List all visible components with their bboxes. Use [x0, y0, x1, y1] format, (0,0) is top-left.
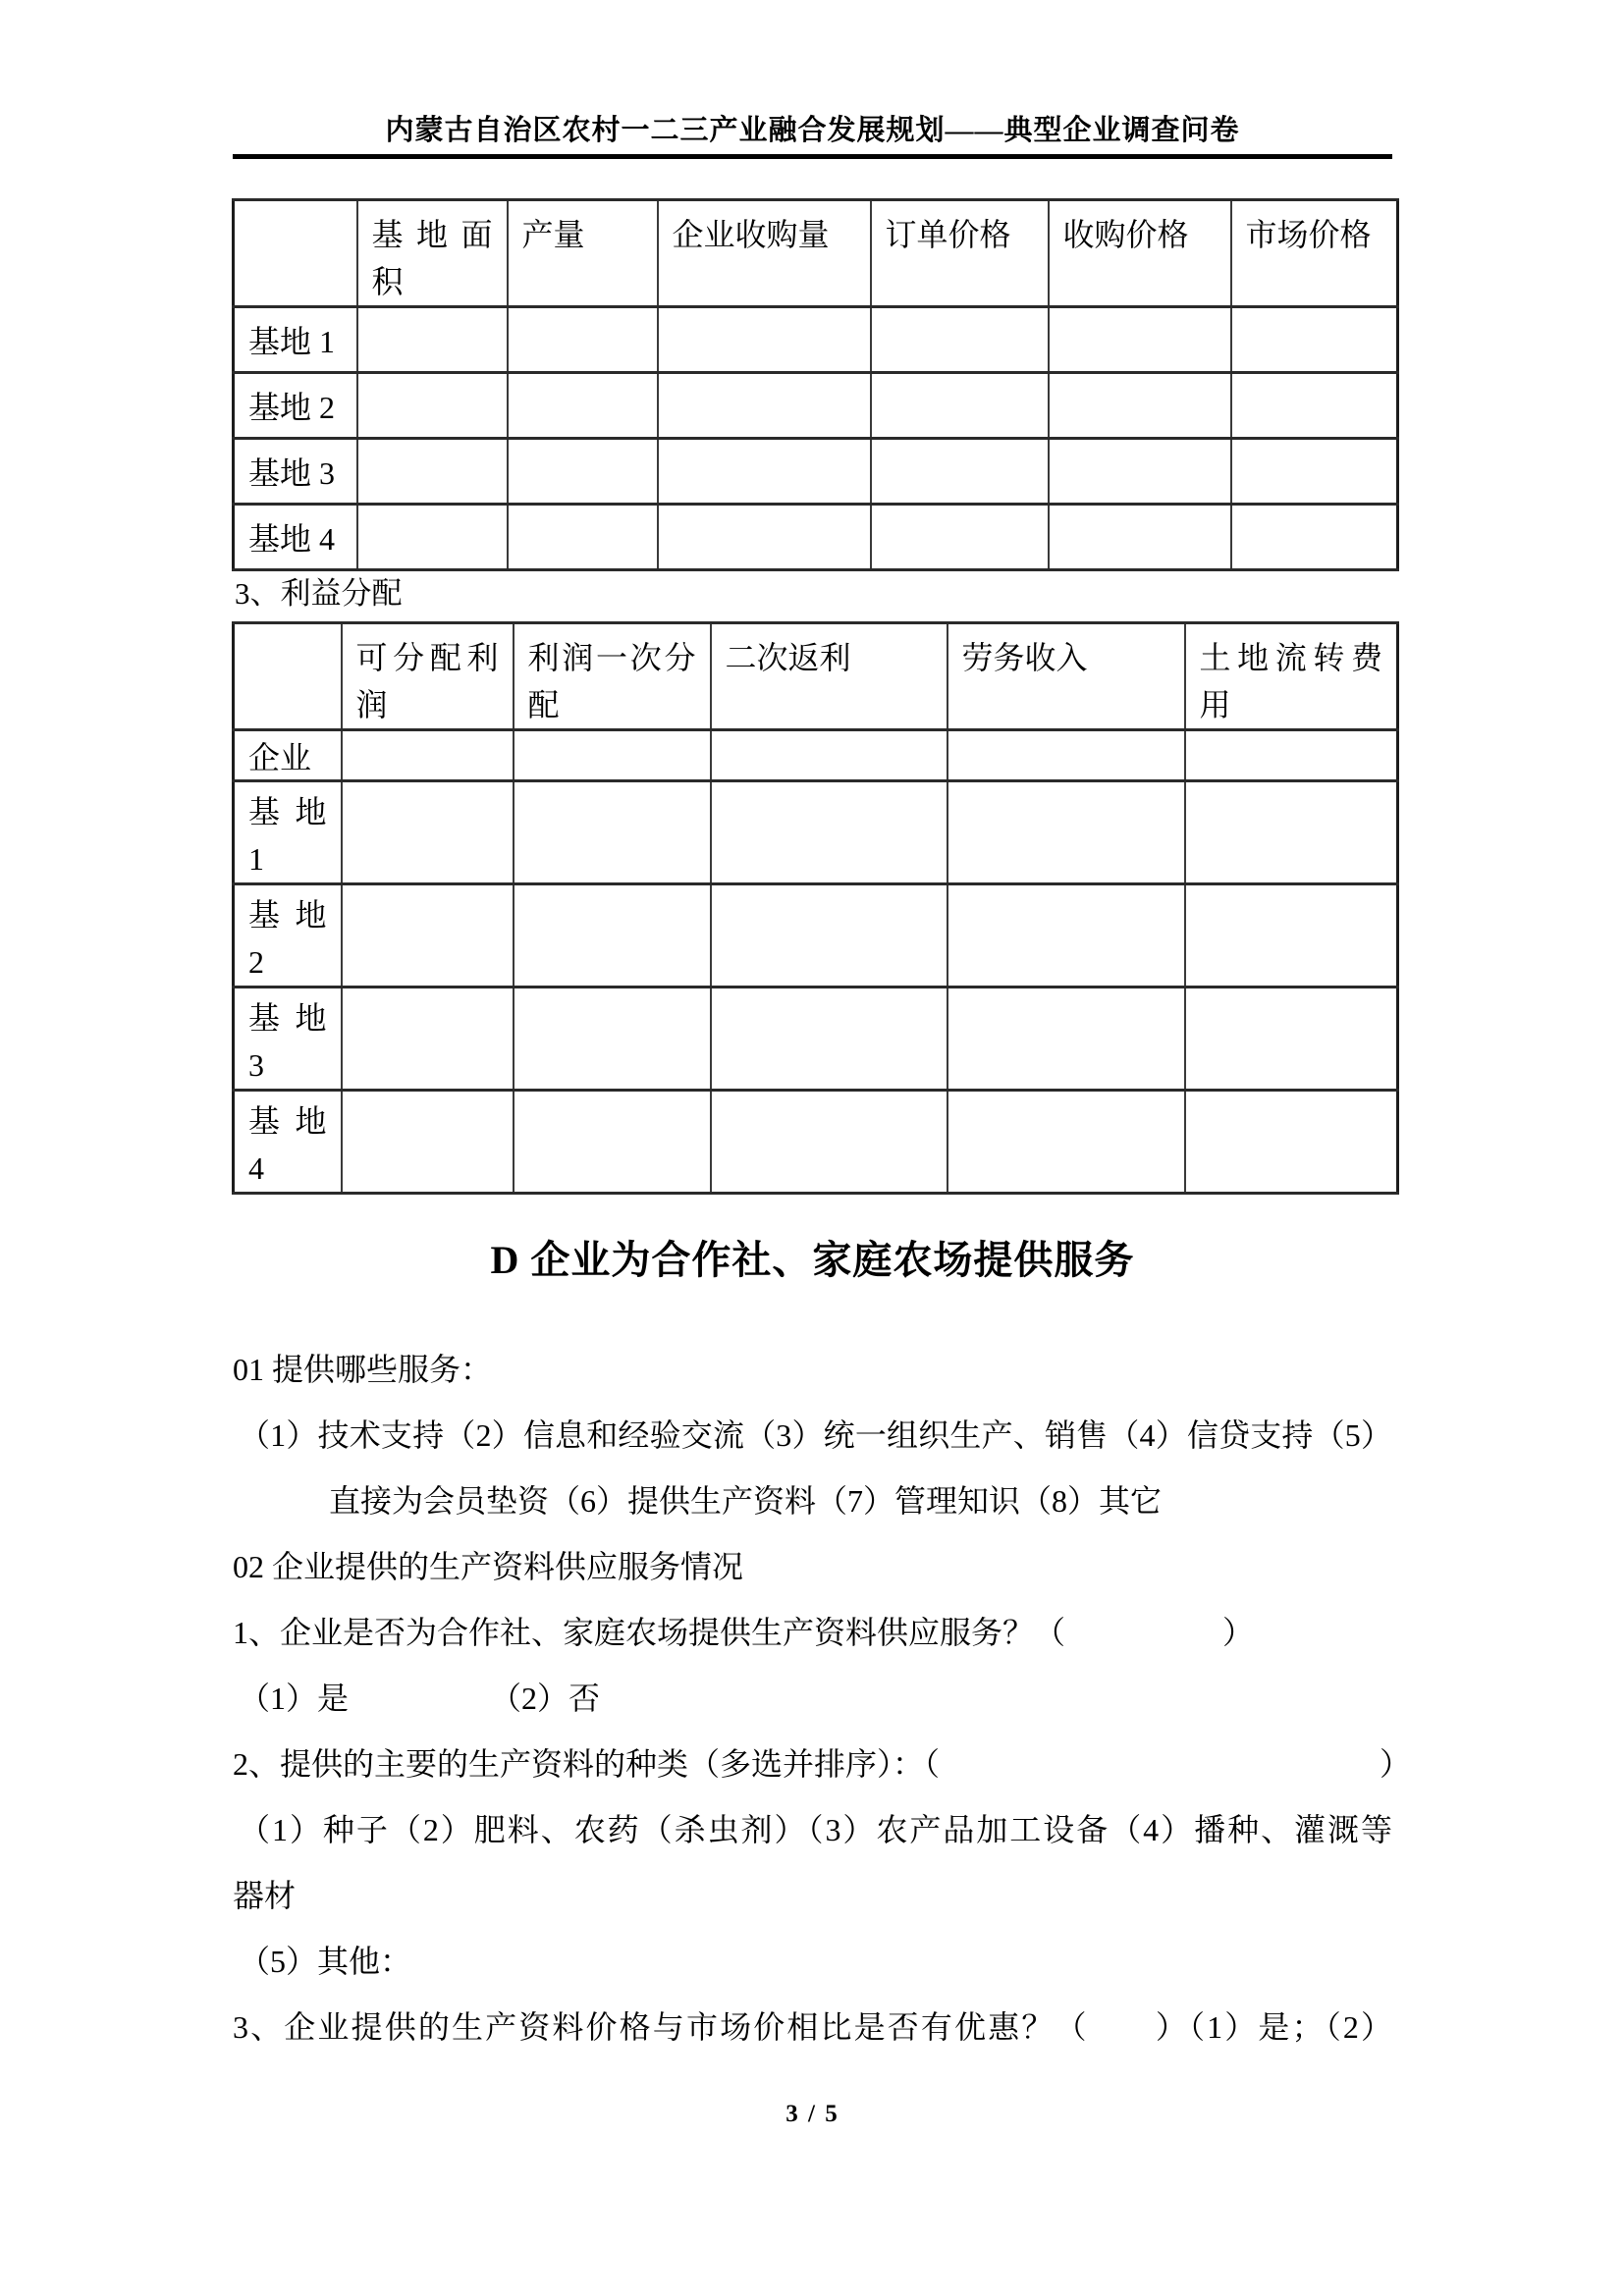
- empty-cell: [514, 781, 711, 884]
- empty-cell: [711, 988, 947, 1091]
- empty-cell: [1231, 439, 1398, 505]
- row-label: 基地 4: [234, 1091, 342, 1194]
- table-row: [234, 884, 1398, 988]
- empty-cell: [1185, 730, 1398, 781]
- question-line: （1）技术支持（2）信息和经验交流（3）统一组织生产、销售（4）信贷支持（5）: [239, 1417, 1392, 1453]
- column-header: 产量: [508, 200, 658, 307]
- empty-cell: [1049, 505, 1231, 570]
- empty-cell: [514, 1091, 711, 1194]
- question-line: （5）其他：: [239, 1944, 412, 1979]
- column-header: 劳务收入: [947, 623, 1185, 730]
- row-label: 企业: [234, 730, 342, 781]
- empty-cell: [947, 884, 1185, 988]
- empty-cell: [1231, 505, 1398, 570]
- empty-cell: [658, 505, 871, 570]
- empty-cell: [1049, 373, 1231, 439]
- empty-cell: [357, 505, 508, 570]
- table-row: [234, 505, 1398, 570]
- empty-cell: [871, 439, 1049, 505]
- empty-cell: [342, 781, 514, 884]
- column-header: 市场价格: [1231, 200, 1398, 307]
- empty-cell: [514, 884, 711, 988]
- empty-cell: [508, 439, 658, 505]
- question-line: 3、企业提供的生产资料价格与市场价相比是否有优惠？（ ）（1）是；（2）: [233, 2009, 1392, 2045]
- row-label: 基地 3: [234, 988, 342, 1091]
- table-row: [234, 439, 1398, 505]
- row-label: 基地 1: [234, 781, 342, 884]
- row-label: 基地 2: [234, 884, 342, 988]
- empty-cell: [1185, 781, 1398, 884]
- profit-table: [232, 621, 1399, 1195]
- empty-cell: [508, 505, 658, 570]
- question-line: 器材: [233, 1878, 297, 1913]
- column-header: 二次返利: [711, 623, 947, 730]
- question-line: （1）是 （2）否: [239, 1681, 601, 1716]
- empty-cell: [342, 730, 514, 781]
- empty-cell: [711, 884, 947, 988]
- table-row: [234, 1091, 1398, 1194]
- page-number: 3 / 5: [785, 2101, 839, 2127]
- empty-cell: [947, 1091, 1185, 1194]
- question-line: 01 提供哪些服务：: [233, 1352, 493, 1387]
- empty-cell: [508, 373, 658, 439]
- empty-cell: [947, 781, 1185, 884]
- empty-cell: [514, 988, 711, 1091]
- section-d-title: D 企业为合作社、家庭农场提供服务: [490, 1238, 1135, 1282]
- empty-cell: [711, 730, 947, 781]
- row-label: 基地 4: [234, 505, 357, 570]
- table-header-row: [234, 623, 1398, 730]
- empty-cell: [871, 505, 1049, 570]
- empty-cell: [658, 373, 871, 439]
- column-header: 可分配利润: [342, 623, 514, 730]
- empty-cell: [357, 307, 508, 373]
- column-header: 企业收购量: [658, 200, 871, 307]
- row-label: 基地 1: [234, 307, 357, 373]
- empty-cell: [947, 730, 1185, 781]
- empty-cell: [711, 781, 947, 884]
- page-header-title: 内蒙古自治区农村一二三产业融合发展规划——典型企业调查问卷: [385, 115, 1240, 146]
- table-row: [234, 307, 1398, 373]
- question-line: 直接为会员垫资（6）提供生产资料（7）管理知识（8）其它: [329, 1483, 1163, 1519]
- question-line: （1）种子（2）肥料、农药（杀虫剂）（3）农产品加工设备（4）播种、灌溉等: [239, 1812, 1392, 1847]
- empty-cell: [342, 988, 514, 1091]
- empty-cell: [871, 307, 1049, 373]
- profit-section-label: 3、利益分配: [235, 576, 403, 611]
- empty-cell: [514, 730, 711, 781]
- empty-cell: [871, 373, 1049, 439]
- table-row: [234, 988, 1398, 1091]
- column-header: 利润一次分配: [514, 623, 711, 730]
- empty-cell: [357, 439, 508, 505]
- empty-cell: [1185, 988, 1398, 1091]
- corner-cell: [234, 623, 342, 730]
- column-header: 收购价格: [1049, 200, 1231, 307]
- header-rule: [233, 154, 1392, 159]
- empty-cell: [508, 307, 658, 373]
- question-line: 1、企业是否为合作社、家庭农场提供生产资料供应服务？（ ）: [233, 1615, 1255, 1650]
- column-header: 订单价格: [871, 200, 1049, 307]
- column-header: 基地面积: [357, 200, 508, 307]
- question-line: 2、提供的主要的生产资料的种类（多选并排序）：（ ）: [233, 1746, 1412, 1782]
- column-header: 土地流转费用: [1185, 623, 1398, 730]
- empty-cell: [342, 1091, 514, 1194]
- table-row: [234, 730, 1398, 781]
- empty-cell: [357, 373, 508, 439]
- table-row: [234, 373, 1398, 439]
- empty-cell: [1185, 884, 1398, 988]
- empty-cell: [1231, 307, 1398, 373]
- empty-cell: [342, 884, 514, 988]
- empty-cell: [1231, 373, 1398, 439]
- table-header-row: [234, 200, 1398, 307]
- row-label: 基地 3: [234, 439, 357, 505]
- empty-cell: [1185, 1091, 1398, 1194]
- question-body: [233, 1337, 1412, 2060]
- table-row: [234, 781, 1398, 884]
- empty-cell: [658, 307, 871, 373]
- empty-cell: [711, 1091, 947, 1194]
- empty-cell: [1049, 307, 1231, 373]
- empty-cell: [658, 439, 871, 505]
- empty-cell: [1049, 439, 1231, 505]
- question-line: 02 企业提供的生产资料供应服务情况: [233, 1549, 744, 1584]
- purchase-table: [232, 198, 1399, 571]
- empty-cell: [947, 988, 1185, 1091]
- row-label: 基地 2: [234, 373, 357, 439]
- corner-cell: [234, 200, 357, 307]
